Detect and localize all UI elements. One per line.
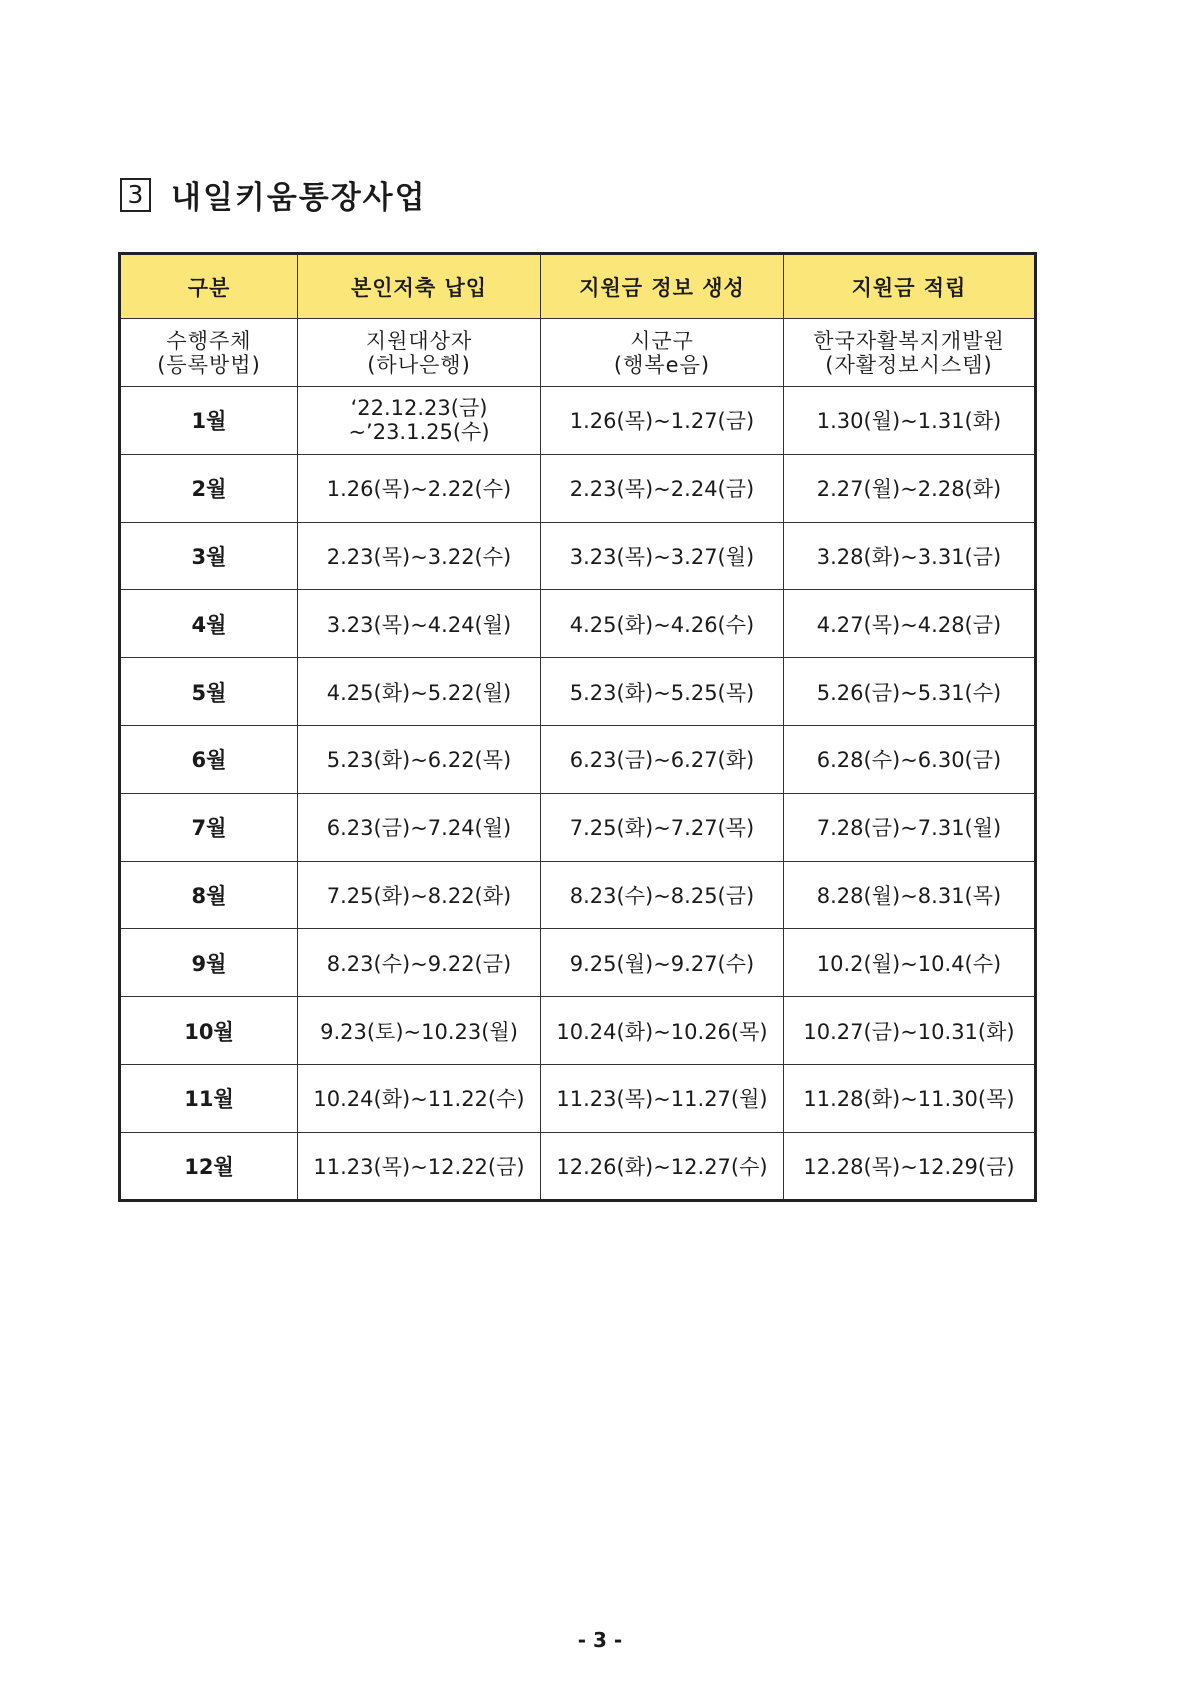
- section-number-box: 3: [120, 178, 151, 212]
- info-cell: 1.26(목)~1.27(금): [541, 387, 784, 455]
- subheader-line: 지원대상자: [365, 328, 473, 353]
- deposit-cell: 10.24(화)~11.22(수): [298, 1064, 541, 1132]
- accrual-cell: 3.28(화)~3.31(금): [784, 522, 1036, 590]
- deposit-cell: [298, 387, 541, 455]
- deposit-line: ‘22.12.23(금): [350, 396, 488, 421]
- accrual-cell: 12.28(목)~12.29(금): [784, 1132, 1036, 1200]
- info-cell: 7.25(화)~7.27(목): [541, 793, 784, 861]
- month-cell: 9월: [120, 929, 298, 997]
- deposit-cell: 8.23(수)~9.22(금): [298, 929, 541, 997]
- deposit-cell: 2.23(목)~3.22(수): [298, 522, 541, 590]
- deposit-cell: 7.25(화)~8.22(화): [298, 861, 541, 929]
- accrual-cell: 8.28(월)~8.31(목): [784, 861, 1036, 929]
- table-row: [120, 929, 1036, 997]
- month-cell: 8월: [120, 861, 298, 929]
- accrual-cell: 1.30(월)~1.31(화): [784, 387, 1036, 455]
- month-cell: 10월: [120, 997, 298, 1065]
- deposit-line: ~’23.1.25(수): [348, 420, 490, 445]
- deposit-cell: 11.23(목)~12.22(금): [298, 1132, 541, 1200]
- table-row: [120, 522, 1036, 590]
- month-cell: 12월: [120, 1132, 298, 1200]
- table-row: [120, 861, 1036, 929]
- month-cell: 6월: [120, 725, 298, 793]
- info-cell: 4.25(화)~4.26(수): [541, 590, 784, 658]
- table-row: [120, 1064, 1036, 1132]
- subheader-line: 수행주체: [166, 328, 252, 353]
- deposit-cell: 6.23(금)~7.24(월): [298, 793, 541, 861]
- table-subheader-row: [120, 319, 1036, 387]
- month-cell: 5월: [120, 658, 298, 726]
- accrual-cell: 11.28(화)~11.30(목): [784, 1064, 1036, 1132]
- table-row: [120, 590, 1036, 658]
- header-fund-accrual: 지원금 적립: [784, 254, 1036, 319]
- subheader-cell: [784, 319, 1036, 387]
- table-row: [120, 1132, 1036, 1200]
- accrual-cell: 10.2(월)~10.4(수): [784, 929, 1036, 997]
- info-cell: 8.23(수)~8.25(금): [541, 861, 784, 929]
- section-title-text: 내일키움통장사업: [171, 180, 427, 216]
- month-cell: 11월: [120, 1064, 298, 1132]
- info-cell: 11.23(목)~11.27(월): [541, 1064, 784, 1132]
- deposit-cell: 1.26(목)~2.22(수): [298, 454, 541, 522]
- info-cell: 3.23(목)~3.27(월): [541, 522, 784, 590]
- accrual-cell: 4.27(목)~4.28(금): [784, 590, 1036, 658]
- accrual-cell: 6.28(수)~6.30(금): [784, 725, 1036, 793]
- month-cell: 4월: [120, 590, 298, 658]
- month-cell: 7월: [120, 793, 298, 861]
- info-cell: 9.25(월)~9.27(수): [541, 929, 784, 997]
- subheader-cell: [298, 319, 541, 387]
- section-title: [120, 172, 427, 217]
- deposit-cell: 9.23(토)~10.23(월): [298, 997, 541, 1065]
- deposit-cell: 4.25(화)~5.22(월): [298, 658, 541, 726]
- info-cell: 2.23(목)~2.24(금): [541, 454, 784, 522]
- month-cell: 3월: [120, 522, 298, 590]
- subheader-line: (행복e음): [613, 352, 711, 377]
- accrual-cell: 5.26(금)~5.31(수): [784, 658, 1036, 726]
- page-number: - 3 -: [577, 1628, 623, 1652]
- subheader-line: (하나은행): [367, 352, 471, 377]
- accrual-cell: 2.27(월)~2.28(화): [784, 454, 1036, 522]
- header-self-deposit: 본인저축 납입: [298, 254, 541, 319]
- table-header-row: [120, 254, 1036, 319]
- deposit-cell: 5.23(화)~6.22(목): [298, 725, 541, 793]
- accrual-cell: 10.27(금)~10.31(화): [784, 997, 1036, 1065]
- schedule-table: [118, 252, 1037, 1202]
- subheader-line: (자활정보시스템): [825, 352, 993, 377]
- info-cell: 5.23(화)~5.25(목): [541, 658, 784, 726]
- info-cell: 12.26(화)~12.27(수): [541, 1132, 784, 1200]
- header-info-creation: 지원금 정보 생성: [541, 254, 784, 319]
- table-row: [120, 387, 1036, 455]
- header-category: 구분: [120, 254, 298, 319]
- month-cell: 1월: [120, 387, 298, 455]
- table-row: [120, 454, 1036, 522]
- table-row: [120, 658, 1036, 726]
- subheader-line: 시군구: [630, 328, 694, 353]
- subheader-cell: [541, 319, 784, 387]
- month-cell: 2월: [120, 454, 298, 522]
- table-row: [120, 725, 1036, 793]
- subheader-line: (등록방법): [157, 352, 261, 377]
- table-row: [120, 997, 1036, 1065]
- subheader-line: 한국자활복지개발원: [813, 328, 1005, 353]
- table-row: [120, 793, 1036, 861]
- accrual-cell: 7.28(금)~7.31(월): [784, 793, 1036, 861]
- info-cell: 6.23(금)~6.27(화): [541, 725, 784, 793]
- info-cell: 10.24(화)~10.26(목): [541, 997, 784, 1065]
- subheader-cell: [120, 319, 298, 387]
- deposit-cell: 3.23(목)~4.24(월): [298, 590, 541, 658]
